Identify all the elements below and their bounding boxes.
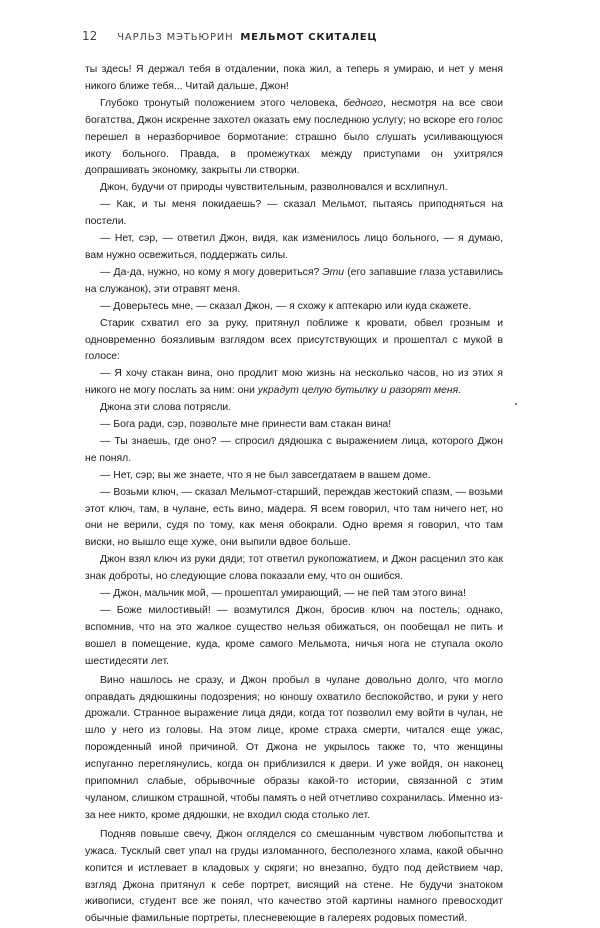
paragraph [85,231,503,265]
text-run: — Боже милостивый! — возмутился Джон, бросив ключ на постель; однако, вспомнив, что на это жалкое существо нельзя обижаться, он пообещал не пить и вошел в помещение, куда, кроме самого Мельмота, ничья нога не ступала около шестидесяти лет. [85,605,503,667]
paragraph [85,417,503,434]
paragraph [85,434,503,468]
italic-text: украдут целую бутылку и разорят меня. [257,385,462,397]
text-run: — Да-да, нужно, но кому я могу довериться? [100,266,323,278]
text-run: Вино нашлось не сразу, и Джон пробыл в чулане довольно долго, что могло оправдать дядюшкины подозрения; но юношу охватило беспокойство, и руки у него дрожали. Странное выражение лица дяди, когда тот позволил ему войти в чулан, не шло у него из головы. На этом лице, кроме страха смерти, читался еще ужас, порожденный иной причиной. От Джона не укрылось также то, что женщины испуганно переглянулись, когда он приблизился к двери. И уже войдя, он наконец припомнил слабые, обрывочные образы какой-то истории, связанной с этим чуланом, слишком страшной, чтобы память о ней отчетливо сохранилась. Именно из-за нее никто, кроме дядюшки, не входил сюда столько лет. [85,674,503,821]
text-run: Джона эти слова потрясли. [100,402,232,414]
text-run: — Доверьтесь мне, — сказал Джон, — я схожу к аптекарю или куда скажете. [100,300,472,312]
running-header [82,29,378,47]
text-run: — Джон, мальчик мой, — прошептал умирающий, — не пей там этого вина! [100,588,466,600]
text-run: Старик схватил его за руку, притянул поближе к кровати, обвел грозным и одновременно боязливым взглядом всех присутствующих и прошептал с мукой в голосе: [85,317,503,363]
paragraph [85,197,503,231]
margin-mark [515,403,517,405]
paragraph [85,62,503,96]
text-run: — Я хочу стакан вина, оно продлит мою жизнь на несколько часов, но из этих я никого не могу послать за ним: они [85,368,503,397]
paragraph [85,468,503,485]
text-run: , несмотря на все свои богатства, Джон искренне захотел оказать ему последнюю услугу; но вскоре его голос перешел в неразборчивое бормотание: страшно было слушать усиливающуюся икоту больного. Правда, в промежутках между приступами он ухитрялся допрашивать экономку, закрыты ли створки. [85,97,504,177]
paragraph [85,673,503,825]
text-run: — Как, и ты меня покидаешь? — сказал Мельмот, пытаясь приподняться на постели. [85,199,503,228]
text-run: Джон, будучи от природы чувствительным, разволновался и всхлипнул. [100,182,448,194]
paragraph [85,366,503,400]
text-run: Джон взял ключ из руки дяди; тот ответил рукопожатием, и Джон расценил это как знак доброты, но следующие слова показали ему, что он ошибся. [85,554,503,583]
text-run: — Нет, сэр; вы же знаете, что я не был завсегдатаем в вашем доме. [100,469,431,481]
paragraph [85,485,503,553]
paragraph [85,827,503,928]
header-book-title: МЕЛЬМОТ СКИТАЛЕЦ [240,32,378,43]
text-run: — Ты знаешь, где оно? — спросил дядюшка с выражением лица, которого Джон не понял. [85,435,503,464]
text-run: — Нет, сэр, — ответил Джон, видя, как изменилось лицо больного, — я думаю, вам нужно освежиться, поддержать силы. [85,233,503,261]
text-run: — Бога ради, сэр, позвольте мне принести вам стакан вина! [100,419,392,431]
text-run: Подняв повыше свечу, Джон огляделся со смешанным чувством любопытства и ужаса. Тусклый свет упал на груды изломанного, бесполезного хлама, какой обычно копится и истлевает в кладовых у скряги; но внезапно, будто под действием чар, взгляд Джона притянул к себе портрет, висящий на стене. Не будучи знатоком живописи, студент все же понял, что качество этой картины намного превосходит обычные фамильные портреты, плесневеющие в галереях родовых поместий. [85,828,503,925]
paragraph [85,316,503,367]
paragraph [85,552,503,586]
paragraph [85,586,503,603]
paragraph [85,603,503,671]
paragraph [85,265,503,299]
text-run: Глубоко тронутый положением этого человека, [100,97,344,109]
italic-text: бедного [343,97,383,109]
body-text [85,62,503,928]
paragraph [85,299,503,316]
paragraph [85,180,503,197]
page-number: 12 [82,29,98,43]
italic-text: Эти [322,266,345,278]
header-author: ЧАРЛЬЗ МЭТЬЮРИН [117,32,234,43]
paragraph [85,400,503,417]
text-run: ты здесь! Я держал тебя в отдалении, пока жил, а теперь я умираю, и нет у меня никого ближе тебя... Читай дальше, Джон! [85,64,503,92]
text-run: (его запавшие глаза уставились на служанок), эти отравят меня. [85,266,503,295]
text-run: — Возьми ключ, — сказал Мельмот-старший, переждав жестокий спазм, — возьми этот ключ, там, в чулане, есть вино, мадера. Я всем говорил, что там ничего нет, но они не верили, судя по тому, как меня обокрали. Одно время я говорил, что там виски, но вышло еще хуже, они выпили вдвое больше. [85,486,503,549]
paragraph [85,96,503,181]
